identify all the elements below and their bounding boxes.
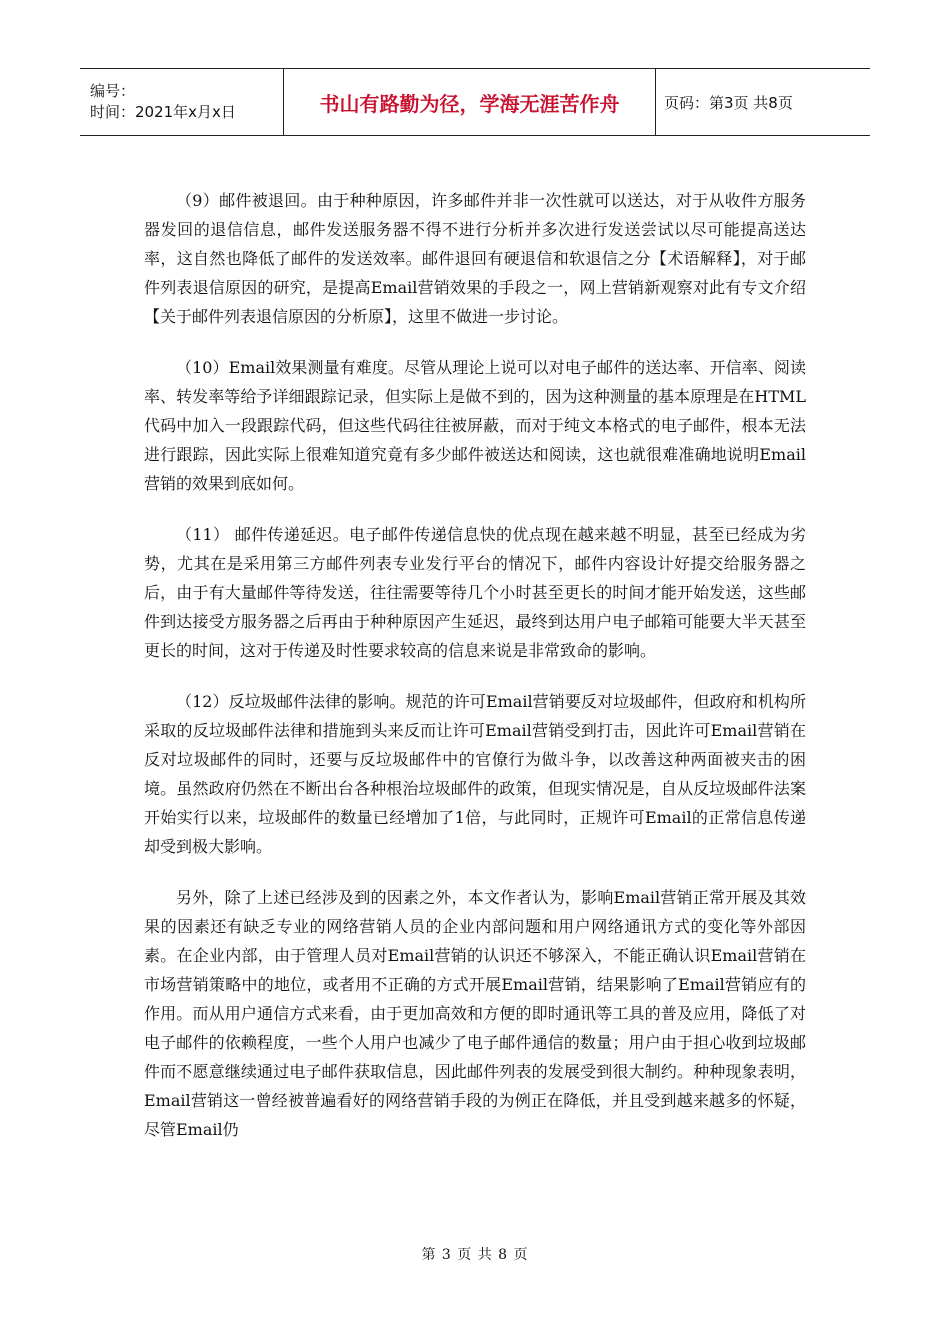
- document-time-label: 时间：2021年x月x日: [90, 103, 236, 121]
- motto-text: 书山有路勤为径，学海无涯苦作舟: [319, 91, 620, 116]
- header-meta: [80, 69, 283, 135]
- page-footer: [0, 1244, 950, 1264]
- paragraph-10: （10）Email效果测量有难度。尽管从理论上说可以对电子邮件的送达率、开信率、阅读率、转发率等给予详细跟踪记录，但实际上是做不到的，因为这种测量的基本原理是在HTML代码中加入一段跟踪代码，但这些代码往往被屏蔽，而对于纯文本格式的电子邮件，根本无法进行跟踪，因此实际上很难知道究竟有多少邮件被送达和阅读，这也就很难准确地说明Email营销的效果到底如何。: [144, 358, 806, 493]
- footer-page-number: 第 3 页 共 8 页: [421, 1247, 529, 1263]
- paragraph-additional-factors: 另外，除了上述已经涉及到的因素之外，本文作者认为，影响Email营销正常开展及其效果的因素还有缺乏专业的网络营销人员的企业内部问题和用户网络通讯方式的变化等外部因素。在企业内部，由于管理人员对Email营销的认识还不够深入，不能正确认识Email营销在市场营销策略中的地位，或者用不正确的方式开展Email营销，结果影响了Email营销应有的作用。而从用户通信方式来看，由于更加高效和方便的即时通讯等工具的普及应用，降低了对电子邮件的依赖程度，一些个人用户也减少了电子邮件通信的数量；用户由于担心收到垃圾邮件而不愿意继续通过电子邮件获取信息，因此邮件列表的发展受到很大制约。种种现象表明，Email营销这一曾经被普遍看好的网络营销手段的为例正在降低，并且受到越来越多的怀疑，尽管Email仍: [144, 888, 806, 1139]
- header-motto: [283, 69, 656, 135]
- document-body: [144, 186, 806, 1144]
- paragraph-9: （9）邮件被退回。由于种种原因，许多邮件并非一次性就可以送达，对于从收件方服务器发回的退信信息，邮件发送服务器不得不进行分析并多次进行发送尝试以尽可能提高送达率，这自然也降低了邮件的发送效率。邮件退回有硬退信和软退信之分【术语解释】，对于邮件列表退信原因的研究，是提高Email营销效果的手段之一，网上营销新观察对此有专文介绍【关于邮件列表退信原因的分析原】，这里不做进一步讨论。: [144, 191, 806, 326]
- paragraph-11: （11） 邮件传递延迟。电子邮件传递信息快的优点现在越来越不明显，甚至已经成为劣势，尤其在是采用第三方邮件列表专业发行平台的情况下，邮件内容设计好提交给服务器之后，由于有大量邮件等待发送，往往需要等待几个小时甚至更长的时间才能开始发送，这些邮件到达接受方服务器之后再由于种种原因产生延迟，最终到达用户电子邮箱可能要大半天甚至更长的时间，这对于传递及时性要求较高的信息来说是非常致命的影响。: [144, 525, 806, 660]
- paragraph-12: （12）反垃圾邮件法律的影响。规范的许可Email营销要反对垃圾邮件，但政府和机构所采取的反垃圾邮件法律和措施到头来反而让许可Email营销受到打击，因此许可Email营销在反对垃圾邮件的同时，还要与反垃圾邮件中的官僚行为做斗争，以改善这种两面被夹击的困境。虽然政府仍然在不断出台各种根治垃圾邮件的政策，但现实情况是，自从反垃圾邮件法案开始实行以来，垃圾邮件的数量已经增加了1倍，与此同时，正规许可Email的正常信息传递却受到极大影响。: [144, 692, 806, 856]
- header-page-info: [656, 69, 870, 135]
- page-header: [80, 68, 870, 136]
- document-number-label: 编号：: [90, 82, 136, 100]
- page-info-text: 页码：第3页 共8页: [664, 93, 793, 112]
